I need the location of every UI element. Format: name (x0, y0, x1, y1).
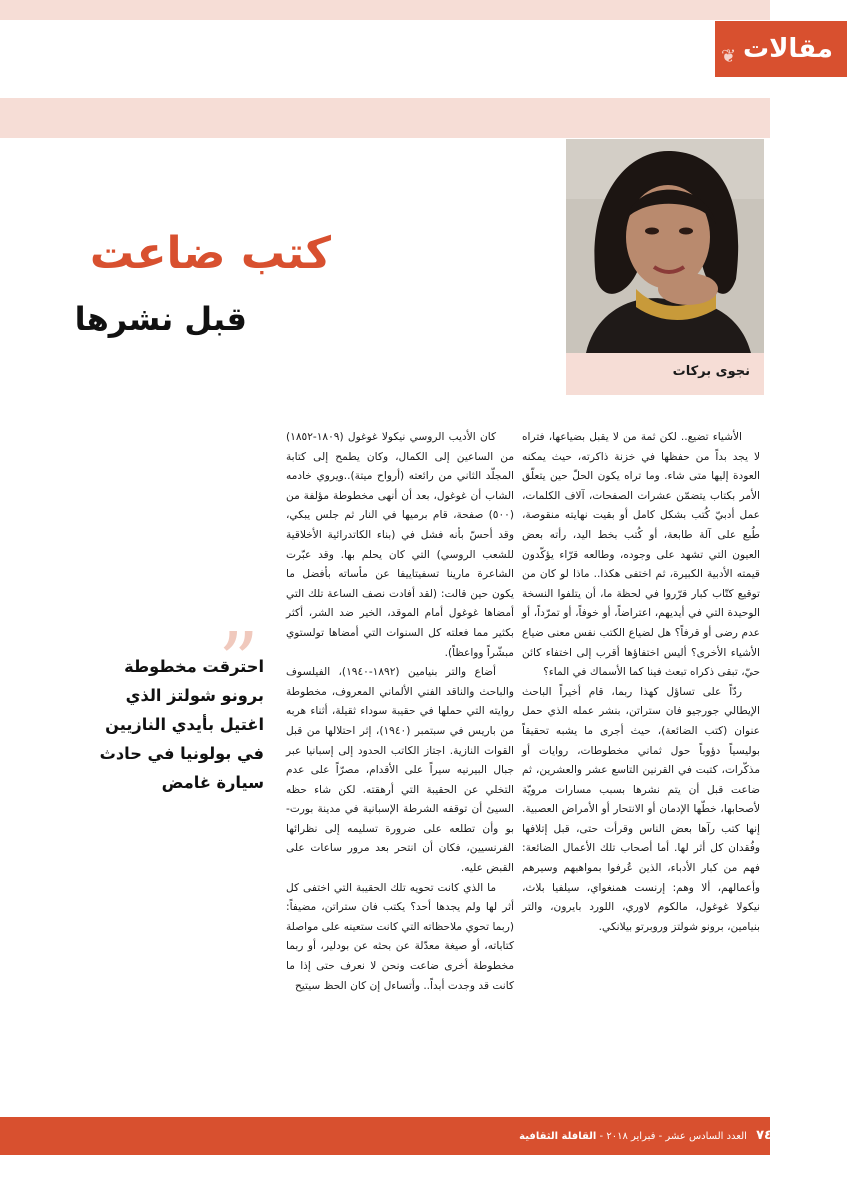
title-band (0, 98, 770, 138)
paragraph: أضاع والتر بنيامين (١٨٩٢-١٩٤٠)، الفيلسوف والباحث والناقد الفني الألماني المعروف، مخطوطة روايته التي حملها في حقيبة سوداء ثقيلة، أثناء هربه من باريس في سبتمبر (١٩٤٠)، إثر احتلالها من قبل القوات النازية. اجتاز الكاتب الحدود إلى إسبانيا عبر جبال البيرنيه سيراً على الأقدام، مصرّاً على عدم التخلي عن الحقيبة التي أرهقته. لكن شاء حظه السيئ أن توقفه الشرطة الإسبانية في مدينة بورت- بو وأن تطلعه على ضرورة تسليمه إلى نظرائها الفرنسيين، فكان أن انتحر بعد مرور ساعات على القبض عليه. (286, 666, 514, 875)
portrait-illustration (566, 139, 764, 353)
paragraph: كان الأديب الروسي نيكولا غوغول (١٨٠٩-١٨٥٢) من الساعين إلى الكمال، وكان يطمح إلى كتابة المجلّد الثاني من رائعته (أرواح ميتة)..ويروي خادمه الشاب أن غوغول، بعد أن أنهى مخطوطة مؤلفة من (٥٠٠) صفحة، قام برميها في النار ثم جلس يبكي، وقد أحسّ بأنه فشل في (بناء الكاتدرائية الأخلاقية للشعب الروسي) التي كان يحلم بها. وقد عبّرت الشاعرة مارينا تسفيتاييفا عن مأساته بأفضل ما يكون حين قالت: (لقد أفادت نصف الساعة تلك التي أمضاها غوغول أمام الموقد، الخير ضد الشر، أكثر بكثير مما فعلته كل السنوات التي أمضاها تولستوي مبشّراً وواعظاً). (286, 431, 514, 659)
section-label-text: مقالات (742, 34, 833, 64)
author-photo (566, 139, 764, 353)
pull-quote: احترقت مخطوطة برونو شولتز الذي اغتيل بأيدي النازيين في بولونيا في حادث سيارة غامض (99, 657, 264, 792)
article-title: كتب ضاعت (89, 228, 331, 279)
top-band (0, 0, 770, 20)
quote-mark-icon: ” (218, 615, 259, 708)
issue-text: العدد السادس عشر - فبراير ٢٠١٨ - (599, 1131, 747, 1142)
section-label (715, 21, 847, 77)
article-column-middle (286, 428, 514, 996)
footer (520, 1124, 772, 1149)
article-column-right (522, 428, 760, 937)
page-number: ٧٤ (756, 1128, 772, 1143)
author-caption: نجوى بركات (566, 353, 764, 395)
ornament-icon: ❦ (721, 46, 737, 67)
paragraph: الأشياء تضيع.. لكن ثمة من لا يقبل بضياعها، فتراه لا يجد بداً من حفظها في خزنة ذاكرته، حيث يمكنه العودة إليها متى شاء. وما تراه يكون الحلّ حين يتعلّق الأمر بكتاب يتضمّن عشرات الصفحات، آلاف الكلمات، عمل أدبيّ كُتب بشكل كامل أو بقيت نهايته منقوصة، طُبع على آلة طابعة، أو كُتب بخط اليد، رأته بعض العيون التي تشهد على وجوده، وطالعه قرّاء يؤكّدون قيمته الأدبية الكبيرة، ثم اختفى هكذا.. ماذا لو كان من توقيع كتّاب كبار قرّروا في لحظة ما، أن يتلفوا النسخة الوحيدة التي في أيديهم، اعتراضاً، أو خوفاً، أو تمرّداً، أو عدم رضى أو قرفاً؟ هل لضياع الكتب نفس معنى ضياع الأشياء الأخرى؟ أليس اختفاؤها أقرب إلى اختفاء كائن حيّ، تبقى ذكراه تبعث فينا كما الأسماك في الماء؟ (522, 431, 760, 679)
paragraph: ما الذي كانت تحويه تلك الحقيبة التي اختفى كل أثر لها ولم يجدها أحد؟ يكتب فان ستراتن، مضيفاً: (ربما تحوي ملاحظاته التي كانت ستعينه على مواصلة كتاباته، أو صيغة معدّلة عن بحثه عن بودلير، أو ربما مخطوطة أخرى ضاعت ونحن لا نعرف حتى إذا ما كانت قد وجدت أبداً.. وأتساءل إن كان الحظ سيتيح (286, 881, 514, 992)
magazine-brand: القافلة الثقافية (519, 1131, 597, 1142)
paragraph: ردّاً على تساؤل كهذا ربما، قام أخيراً الباحث الإيطالي جورجيو فان ستراتن، بنشر عمله الذي حمل عنوان (كتب الضائعة)، حيث أجرى ما يشبه تحقيقاً بوليسياً دؤوباً حول ثماني مخطوطات، روايات أو مذكّرات، كتبت في القرنين التاسع عشر والعشرين، ثم ضاعت قبل أن يتم نشرها بسبب مسارات مرويّة لأصحابها، خطّها الإدمان أو الانتحار أو الأمراض العصبية. إنها كتب رآها بعض الناس وقرأت حتى، قبل إتلافها وفُقدان كل أثر لها. أما أصحاب تلك الأعمال الضائعة: فهم من كبار الأدباء، الذين عُرفوا بمواهبهم وسيرهم وأعمالهم، ألا وهم: إرنست همنغواي، سيلفيا بلاث، نيكولا غوغول، مالكوم لاوري، اللورد بايرون، والتر بنيامين، برونو شولتز وروبرتو بيلانكي. (522, 685, 760, 933)
article-subtitle: قبل نشرها (74, 300, 247, 338)
